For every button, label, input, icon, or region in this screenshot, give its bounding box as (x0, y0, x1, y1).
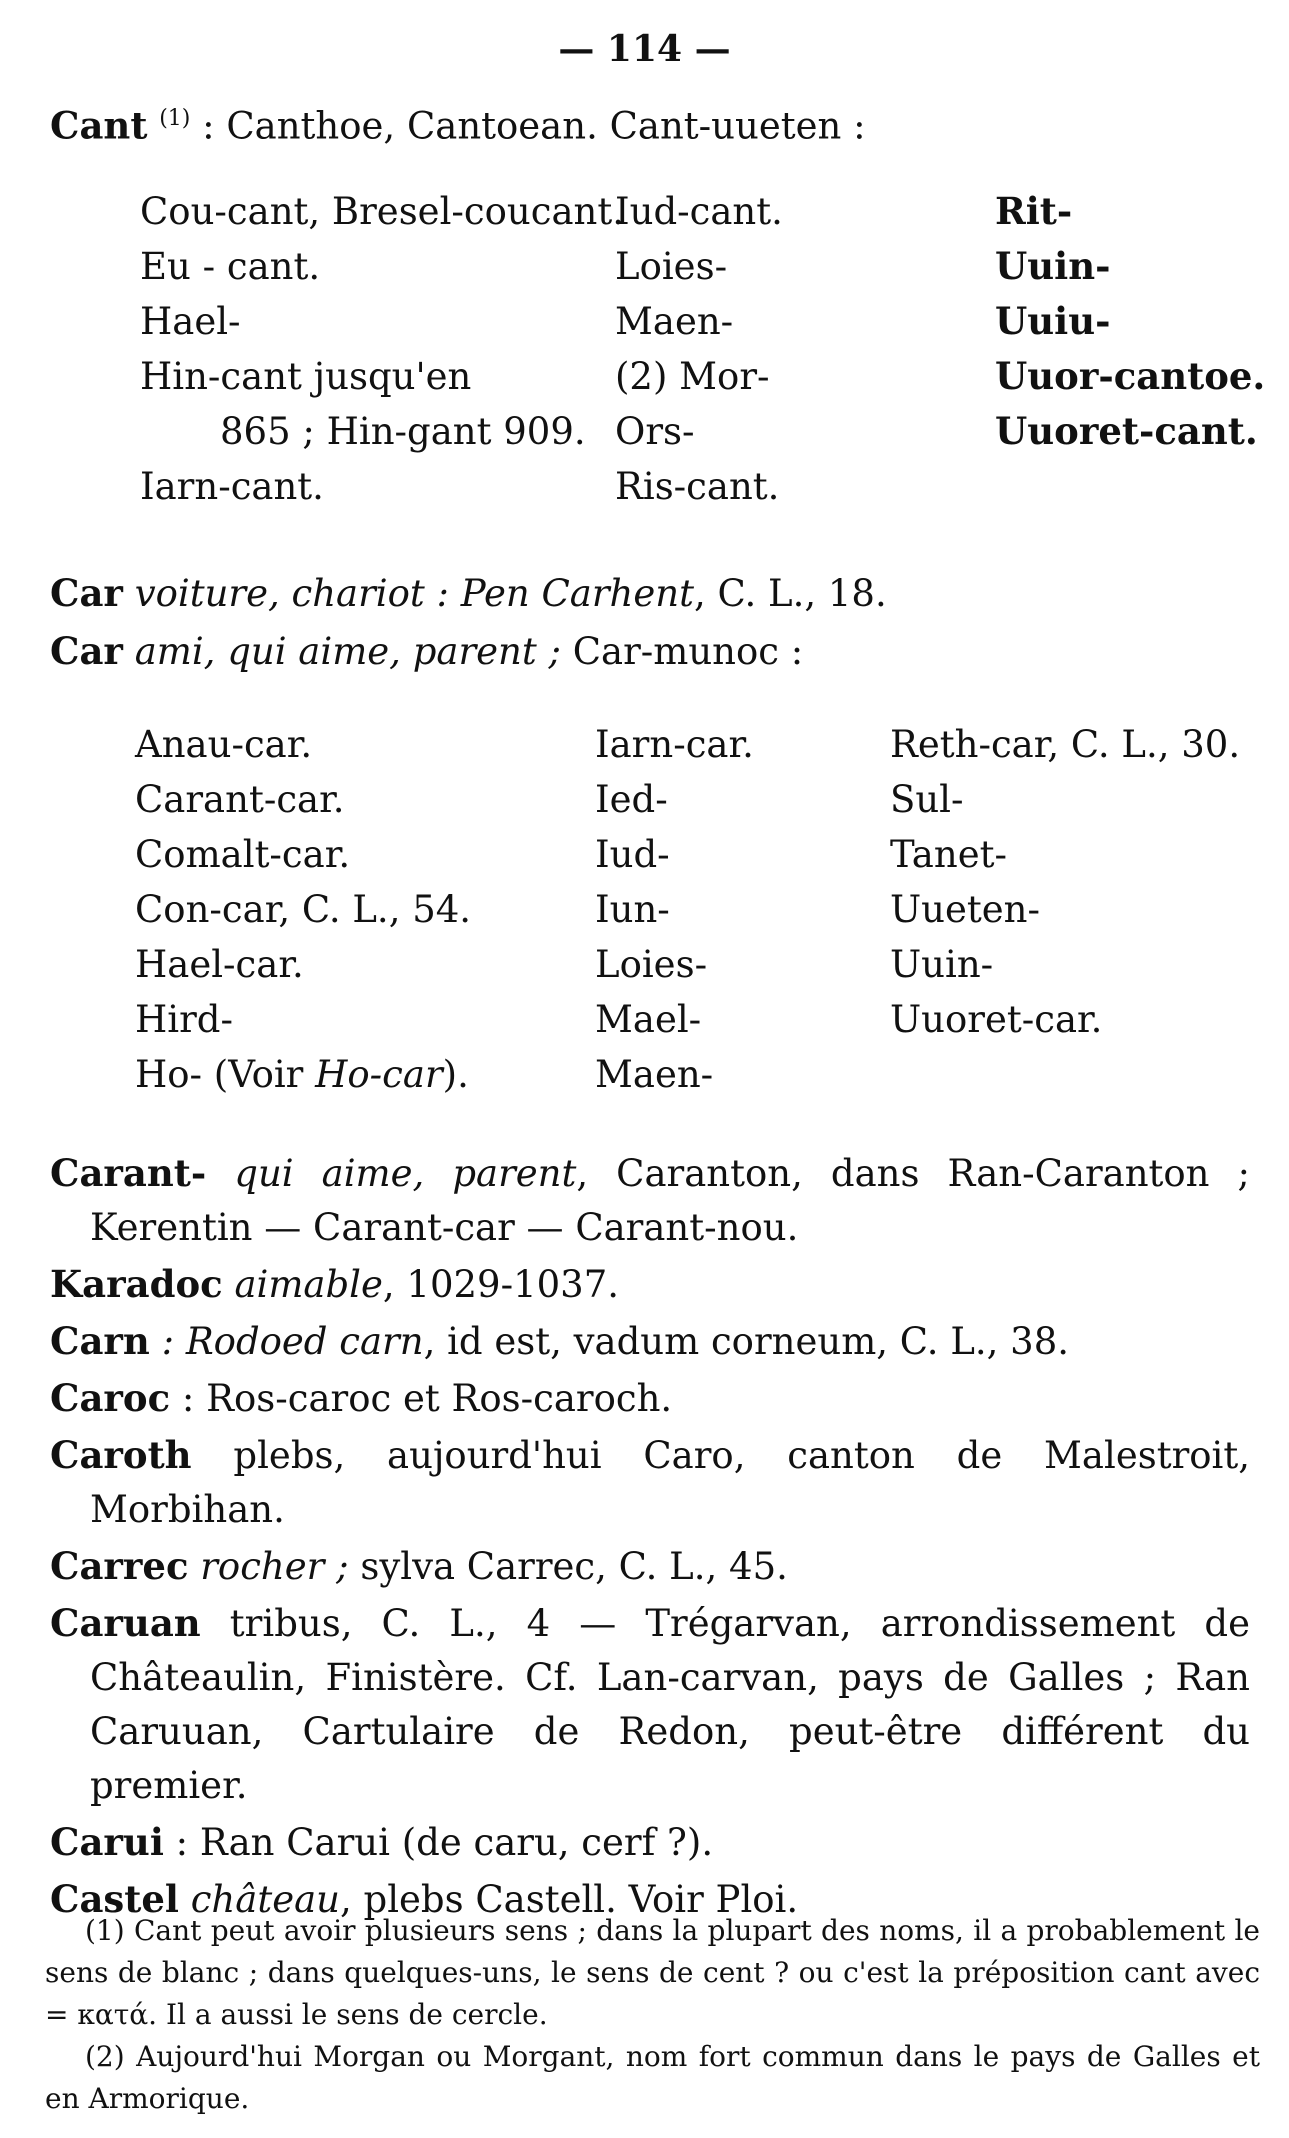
entry-italic: : Rodoed carn (149, 1320, 424, 1363)
list-item: Iun- (595, 888, 670, 931)
list-item: Carant-car. (135, 778, 345, 821)
entry-text: Car-munoc : (560, 630, 804, 673)
entry-text: , 1029-1037. (382, 1263, 620, 1306)
headword: Carant- (50, 1151, 207, 1195)
entry-italic: ami, qui aime, parent ; (134, 630, 561, 673)
list-item: Maen- (595, 1053, 714, 1096)
headword: Cant (50, 103, 148, 148)
headword: Carn (50, 1319, 150, 1363)
entry-text: : Canthoe, Cantoean. Cant-uueten : (202, 104, 866, 148)
list-item: Eu - cant. (140, 245, 321, 288)
list-item: Ris-cant. (615, 465, 780, 508)
list-item: Ors- (615, 410, 695, 453)
car-column-1 (135, 717, 471, 1102)
list-item: Uuiu- (995, 299, 1111, 343)
entry-text: sylva Carrec, C. L., 45. (348, 1545, 788, 1588)
entry-cant (50, 92, 1250, 153)
list-item: Hael-car. (135, 943, 304, 986)
dictionary-entry (50, 1146, 1250, 1255)
list-item: 865 ; Hin-gant 909. (220, 410, 586, 453)
list-item: Uuoret-car. (890, 998, 1103, 1041)
cant-column-1 (140, 184, 624, 514)
list-item: Comalt-car. (135, 833, 351, 876)
page-number: — 114 — (558, 28, 731, 70)
entry-italic: voiture, chariot : Pen Carhent (134, 572, 694, 615)
headword: Caruan (50, 1601, 201, 1645)
dictionary-entry (50, 1314, 1250, 1369)
list-item: Iarn-cant. (140, 465, 324, 508)
entry-italic: qui aime, parent (206, 1152, 577, 1195)
entry-italic: château (178, 1878, 340, 1921)
headword: Castel (50, 1877, 179, 1921)
list-item: Rit- (995, 189, 1073, 233)
footnotes (45, 1910, 1260, 2120)
list-item: Iarn-car. (595, 723, 754, 766)
headword: Car (50, 571, 123, 615)
list-item: Hael- (140, 300, 241, 343)
list-item: Tanet- (890, 833, 1007, 876)
headword: Car (50, 629, 123, 673)
list-item: Uuor-cantoe. (995, 354, 1266, 398)
list-item: Cou-cant, Bresel-coucant. (140, 190, 624, 233)
list-item: Maen- (615, 300, 734, 343)
cant-column-3 (995, 184, 1265, 459)
list-item: Uuin- (995, 244, 1111, 288)
list-item: Ho- (Voir Ho-car). (135, 1053, 469, 1096)
entry-text: plebs, aujourd'hui Caro, canton de Malestroit, Morbihan. (90, 1434, 1250, 1531)
entry-list (50, 1146, 1250, 1929)
list-item: (2) Mor- (615, 355, 770, 398)
dictionary-entry (50, 1428, 1250, 1537)
dictionary-entry (50, 1596, 1250, 1813)
list-item: Anau-car. (135, 723, 313, 766)
entry-text: , plebs Castell. Voir Ploi. (339, 1878, 799, 1921)
footnote: (2) Aujourd'hui Morgan ou Morgant, nom fort commun dans le pays de Galles et en Armorique. (45, 2040, 1260, 2115)
dictionary-entry (50, 1257, 1250, 1312)
entry-text: : Ros-caroc et Ros-caroch. (170, 1377, 673, 1420)
list-item: Ied- (595, 778, 668, 821)
footnote-ref: (1) (159, 106, 191, 131)
dictionary-entry (50, 1371, 1250, 1426)
entry-italic: rocher ; (188, 1545, 349, 1588)
headword: Caroc (50, 1376, 171, 1420)
list-item: Loies- (595, 943, 708, 986)
entry-text: tribus, C. L., 4 — Trégarvan, arrondissement de Châteaulin, Finistère. Cf. Lan-carvan, pays de Galles ; Ran Caruuan, Cartulaire de Redon, peut-être différent du premier. (90, 1602, 1250, 1807)
list-item: Uuin- (890, 943, 994, 986)
entry-text: : Ran Carui (de caru, cerf ?). (163, 1821, 714, 1864)
headword: Caroth (50, 1433, 192, 1477)
list-item: Reth-car, C. L., 30. (890, 723, 1241, 766)
list-item-italic: Ho-car (315, 1053, 443, 1096)
list-item: Con-car, C. L., 54. (135, 888, 472, 931)
entry-italic: aimable (222, 1263, 383, 1306)
list-item: Hird- (135, 998, 233, 1041)
list-item-end: ). (442, 1053, 469, 1096)
list-item: Hin-cant jusqu'en (140, 355, 472, 398)
cant-column-2 (615, 184, 783, 514)
list-item: Iud- (595, 833, 670, 876)
headword: Carrec (50, 1544, 189, 1588)
entry-car-ami (50, 624, 1250, 679)
dictionary-entry (50, 1815, 1250, 1870)
entry-car-voiture (50, 566, 1250, 621)
entry-text: , id est, vadum corneum, C. L., 38. (423, 1320, 1070, 1363)
entry-text: , C. L., 18. (693, 572, 887, 615)
footnote: (1) Cant peut avoir plusieurs sens ; dans la plupart des noms, il a probablement le sens de blanc ; dans quelques-uns, le sens de cent ? ou c'est la préposition cant avec = κατά. Il a aussi le sens de cercle. (45, 1914, 1260, 2031)
list-item: Uueten- (890, 888, 1041, 931)
list-item: Mael- (595, 998, 702, 1041)
dictionary-entry (50, 1539, 1250, 1594)
car-column-2 (595, 717, 754, 1102)
list-item: Sul- (890, 778, 964, 821)
list-item: Loies- (615, 245, 728, 288)
list-item: Iud-cant. (615, 190, 783, 233)
car-column-3 (890, 717, 1240, 1047)
headword: Karadoc (50, 1262, 223, 1306)
headword: Carui (50, 1820, 164, 1864)
entry-text: , Caranton, dans Ran-Caranton ; Kerentin — Carant-car — Carant-nou. (90, 1152, 1251, 1249)
list-item: Uuoret-cant. (995, 409, 1258, 453)
